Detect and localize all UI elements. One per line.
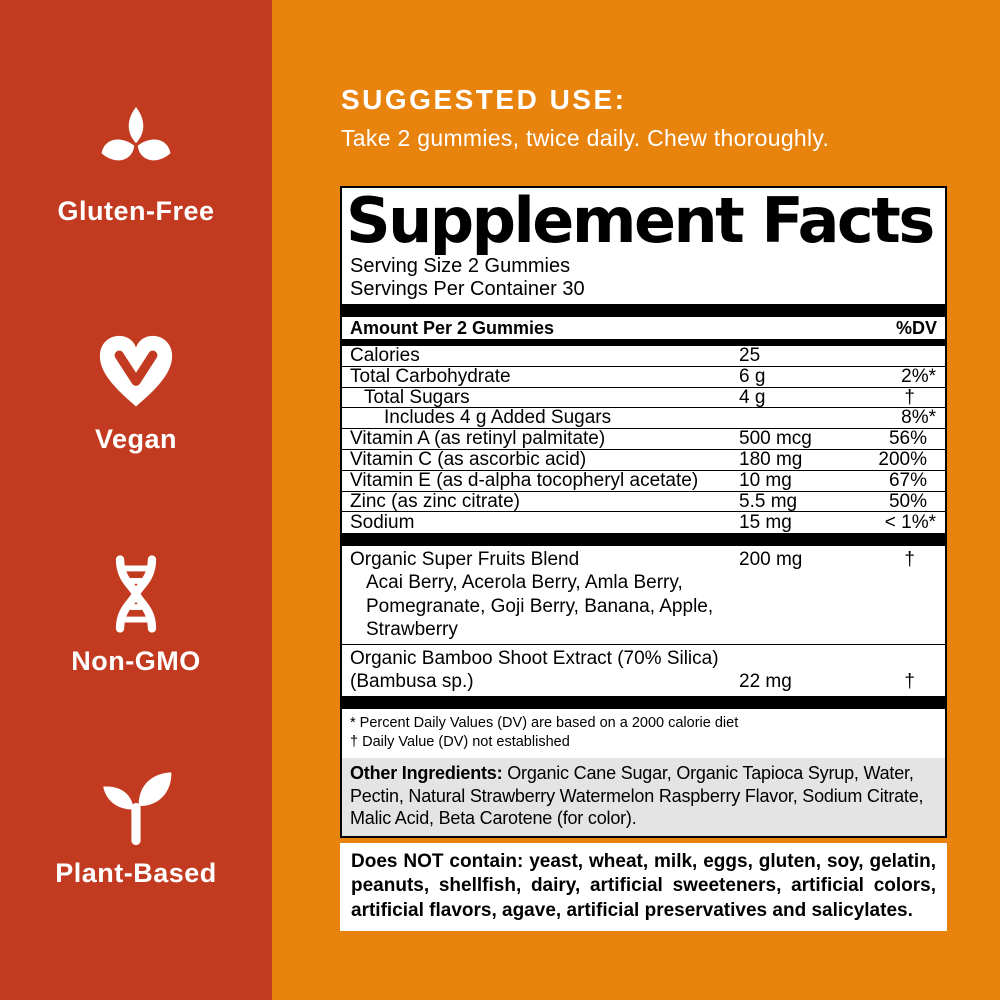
ingredient-dv: †	[904, 549, 915, 571]
nutrient-dv: 2%*	[901, 365, 936, 387]
blend-line	[350, 647, 937, 670]
suggested-use-text: Take 2 gummies, twice daily. Chew thoroughly.	[341, 125, 830, 151]
facts-row	[342, 346, 945, 367]
nutrient-amount: 10 mg	[739, 469, 792, 491]
supplement-facts-panel	[340, 186, 947, 838]
ingredient-dv	[857, 647, 937, 670]
nutrient-name: Calories	[350, 344, 420, 366]
footnotes	[342, 709, 945, 757]
dna-icon	[94, 552, 178, 636]
nutrient-name: Vitamin A (as retinyl palmitate)	[350, 428, 606, 450]
ingredient-name: Organic Super Fruits Blend	[350, 549, 580, 571]
nutrient-name: Sodium	[350, 511, 415, 533]
badge-label-gluten-free: Gluten-Free	[57, 196, 215, 226]
facts-table-header	[342, 317, 945, 339]
suggested-use-section	[341, 84, 829, 152]
servings-per-container: Servings Per Container 30	[350, 277, 585, 300]
nutrient-dv: 67%	[888, 469, 927, 491]
ingredient-amount	[739, 647, 857, 670]
divider-bar	[342, 696, 945, 709]
other-ingredients-label: Other Ingredients:	[350, 762, 503, 783]
footnote: * Percent Daily Values (DV) are based on a 2000 calorie diet	[350, 715, 739, 732]
does-not-contain-text: yeast, wheat, milk, eggs, gluten, soy, gelatin, peanuts, shellfish, dairy, artificial sweeteners, artificial colors, artificial flavors, agave, artificial preservatives and salicylates.	[351, 851, 936, 921]
nutrient-dv: 8%*	[901, 407, 936, 429]
nutrient-dv: 56%	[888, 428, 927, 450]
nutrient-amount: 500 mcg	[739, 428, 812, 450]
feature-sidebar	[0, 0, 272, 1000]
facts-row	[342, 512, 945, 533]
badge-label-vegan: Vegan	[94, 424, 178, 454]
other-ingredients-box	[342, 758, 945, 836]
badge-label-non-gmo: Non-GMO	[71, 646, 201, 676]
blend-line	[350, 670, 937, 693]
nutrient-amount: 25	[739, 344, 761, 366]
ingredient-amount: 200 mg	[739, 549, 803, 571]
blend-row	[342, 546, 945, 645]
does-not-contain-box	[340, 843, 947, 931]
suggested-use-title: SUGGESTED USE:	[341, 84, 627, 115]
badge-non-gmo	[0, 552, 272, 677]
blend-components: Pomegranate, Goji Berry, Banana, Apple,	[366, 595, 714, 617]
ingredient-name: Organic Bamboo Shoot Extract (70% Silica)	[350, 647, 719, 669]
badge-vegan	[0, 330, 272, 455]
badge-gluten-free	[0, 102, 272, 227]
nutrient-amount: 15 mg	[739, 511, 792, 533]
facts-row	[342, 450, 945, 471]
ingredient-name: (Bambusa sp.)	[350, 671, 474, 693]
facts-table-rows	[342, 346, 945, 533]
ingredient-amount: 22 mg	[739, 671, 792, 693]
divider-bar	[342, 304, 945, 317]
blend-rows	[342, 546, 945, 696]
nutrient-name: Total Sugars	[364, 386, 470, 408]
nutrient-amount: 180 mg	[739, 448, 803, 470]
facts-row	[342, 408, 945, 429]
nutrient-dv: 200%	[878, 448, 927, 470]
does-not-contain-label: Does NOT contain:	[351, 851, 524, 872]
facts-header-left: Amount Per 2 Gummies	[350, 317, 555, 338]
blend-components: Acai Berry, Acerola Berry, Amla Berry,	[366, 572, 683, 594]
nutrient-name: Vitamin E (as d-alpha tocopheryl acetate)	[350, 469, 699, 491]
leaf-icon	[94, 102, 178, 186]
footnote: † Daily Value (DV) not established	[350, 733, 570, 750]
badge-plant-based	[0, 764, 272, 889]
nutrient-dv: 50%	[888, 490, 927, 512]
other-ingredients-text: Organic Cane Sugar, Organic Tapioca Syrup, Water, Pectin, Natural Strawberry Watermelon Raspberry Flavor, Sodium Citrate, Malic Acid, Beta Carotene (for color).	[350, 762, 924, 829]
facts-header-right: %DV	[895, 317, 937, 338]
facts-row	[342, 492, 945, 513]
nutrient-amount: 6 g	[739, 365, 766, 387]
facts-row	[342, 388, 945, 409]
nutrient-name: Includes 4 g Added Sugars	[384, 407, 612, 429]
vegan-heart-icon	[94, 330, 178, 414]
ingredient-dv: †	[904, 671, 915, 693]
sprout-icon	[94, 764, 178, 848]
divider-bar	[342, 533, 945, 546]
facts-row	[342, 471, 945, 492]
nutrient-amount: 5.5 mg	[739, 490, 798, 512]
serving-size: Serving Size 2 Gummies	[350, 255, 571, 278]
blend-row	[342, 645, 945, 696]
facts-row	[342, 367, 945, 388]
supplement-facts-title: Supplement Facts	[346, 184, 933, 257]
nutrient-dv: †	[904, 386, 915, 408]
facts-row	[342, 429, 945, 450]
nutrient-amount: 4 g	[739, 386, 766, 408]
badge-label-plant-based: Plant-Based	[55, 858, 217, 888]
nutrient-name: Total Carbohydrate	[350, 365, 511, 387]
blend-components: Strawberry	[366, 618, 458, 640]
nutrient-name: Vitamin C (as ascorbic acid)	[350, 448, 587, 470]
blend-line	[350, 548, 937, 571]
nutrient-name: Zinc (as zinc citrate)	[350, 490, 520, 512]
nutrient-dv: < 1%*	[884, 511, 936, 533]
